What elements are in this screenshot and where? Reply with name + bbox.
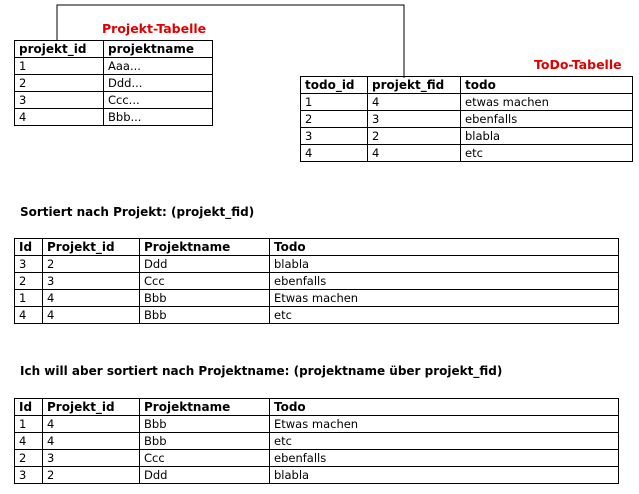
projekt-table: [14, 40, 213, 126]
table-cell: 3: [301, 128, 368, 145]
table-row: [15, 109, 213, 126]
table-cell: 1: [15, 290, 43, 307]
table-cell: Ddd...: [104, 75, 213, 92]
table-cell: 3: [15, 92, 104, 109]
table-cell: Bbb...: [104, 109, 213, 126]
table-cell: ebenfalls: [270, 273, 619, 290]
table-cell: 4: [43, 433, 140, 450]
column-header: Projekt_id: [43, 239, 140, 256]
column-header: Id: [15, 239, 43, 256]
todo-tabelle-label: ToDo-Tabelle: [534, 57, 622, 72]
column-header: projekt_id: [15, 41, 104, 58]
table-row: [15, 433, 619, 450]
table-row: [15, 273, 619, 290]
table-cell: Ddd: [140, 256, 270, 273]
table-cell: etc: [270, 433, 619, 450]
table-cell: 3: [43, 273, 140, 290]
table-row: [15, 307, 619, 324]
table-cell: ebenfalls: [270, 450, 619, 467]
column-header: Projektname: [140, 239, 270, 256]
table-cell: 3: [15, 256, 43, 273]
table-row: [301, 145, 633, 162]
column-header: Projektname: [140, 399, 270, 416]
table-cell: blabla: [461, 128, 633, 145]
table-row: [15, 416, 619, 433]
table-cell: blabla: [270, 256, 619, 273]
table-header-row: [15, 399, 619, 416]
table-header-row: [15, 41, 213, 58]
table-cell: Ccc...: [104, 92, 213, 109]
table-row: [15, 75, 213, 92]
table-row: [301, 111, 633, 128]
table-cell: 1: [15, 416, 43, 433]
table-cell: 4: [368, 94, 461, 111]
table-row: [301, 94, 633, 111]
table-cell: Ccc: [140, 273, 270, 290]
table-cell: 2: [43, 256, 140, 273]
column-header: todo: [461, 77, 633, 94]
table-cell: 1: [15, 58, 104, 75]
table-row: [15, 256, 619, 273]
table-cell: 4: [43, 416, 140, 433]
table-header-row: [301, 77, 633, 94]
column-header: Projekt_id: [43, 399, 140, 416]
table-cell: 4: [15, 433, 43, 450]
column-header: projekt_fid: [368, 77, 461, 94]
table-row: [301, 128, 633, 145]
column-header: Todo: [270, 399, 619, 416]
table-cell: Bbb: [140, 433, 270, 450]
table-row: [15, 467, 619, 484]
table-cell: 4: [15, 307, 43, 324]
table-cell: etwas machen: [461, 94, 633, 111]
table-cell: Ddd: [140, 467, 270, 484]
table-cell: Bbb: [140, 416, 270, 433]
sortiert-name-heading: Ich will aber sortiert nach Projektname: (projektname über projekt_fid): [20, 364, 503, 378]
table-cell: Etwas machen: [270, 416, 619, 433]
table-cell: 1: [301, 94, 368, 111]
table-cell: 3: [15, 467, 43, 484]
table-cell: Bbb: [140, 307, 270, 324]
table-row: [15, 58, 213, 75]
table-cell: Aaa...: [104, 58, 213, 75]
table-cell: 2: [368, 128, 461, 145]
sortiert-projekt-heading: Sortiert nach Projekt: (projekt_fid): [20, 205, 255, 219]
table-cell: Bbb: [140, 290, 270, 307]
table-cell: Etwas machen: [270, 290, 619, 307]
table-cell: etc: [461, 145, 633, 162]
table-cell: 2: [15, 75, 104, 92]
table-cell: blabla: [270, 467, 619, 484]
table-cell: 4: [368, 145, 461, 162]
table-row: [15, 290, 619, 307]
table-cell: 2: [15, 450, 43, 467]
table-cell: Ccc: [140, 450, 270, 467]
column-header: todo_id: [301, 77, 368, 94]
table-cell: 2: [15, 273, 43, 290]
sortiert-projekt-table: [14, 238, 619, 324]
todo-table: [300, 76, 633, 162]
column-header: Id: [15, 399, 43, 416]
table-cell: 4: [43, 290, 140, 307]
table-cell: 4: [301, 145, 368, 162]
table-cell: 3: [43, 450, 140, 467]
table-row: [15, 92, 213, 109]
table-cell: 2: [43, 467, 140, 484]
table-cell: etc: [270, 307, 619, 324]
table-cell: 4: [15, 109, 104, 126]
table-cell: 2: [301, 111, 368, 128]
table-header-row: [15, 239, 619, 256]
table-row: [15, 450, 619, 467]
table-cell: 3: [368, 111, 461, 128]
sortiert-name-table: [14, 398, 619, 484]
projekt-tabelle-label: Projekt-Tabelle: [102, 21, 207, 36]
column-header: projektname: [104, 41, 213, 58]
column-header: Todo: [270, 239, 619, 256]
table-cell: ebenfalls: [461, 111, 633, 128]
table-cell: 4: [43, 307, 140, 324]
